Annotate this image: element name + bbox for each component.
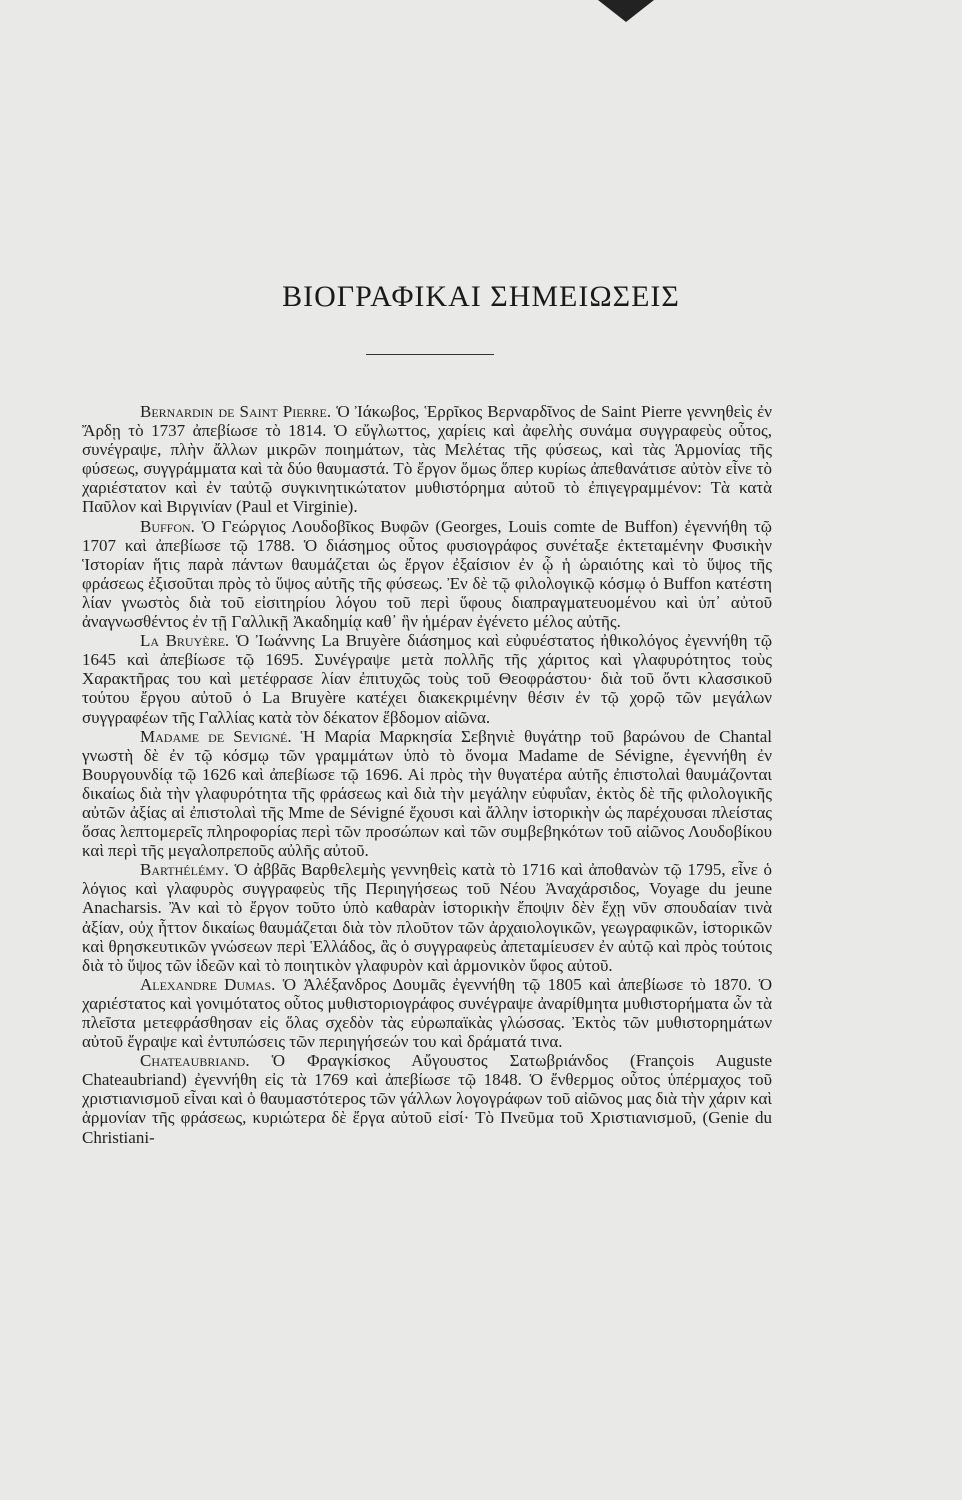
entry-name: Chateaubriand. [140, 1051, 250, 1071]
entry-barthelemy [82, 860, 772, 975]
corner-mark [598, 0, 654, 22]
entry-text: Ὁ Γεώργιος Λουδοβῖκος Βυφῶν (Georges, Louis comte de Buffon) ἐγεννήθη τῷ 1707 καὶ ἀπεβίωσε τῷ 1788. Ὁ διάσημος οὗτος φυσιογράφος συνέταξε ἐκτεταμένην Φυσικὴν Ἱστορίαν ἥτις παρὰ πάντων θαυμάζεται ὡς ἔργον ἐξαίσιον ἐν ᾧ ἡ ὡραιότης καὶ τὸ ὕψος τῆς φράσεως ἐξισοῦται πρὸς τὸ ὕψος αὐτῆς τῆς φύσεως. Ἐν δὲ τῷ φιλολογικῷ κόσμῳ ὁ Buffon κατέστη λίαν γνωστὸς διὰ τοῦ εἰσιτηρίου λόγου τοῦ περὶ ὕφους διαπραγματευομένου καὶ ὑπ᾽ αὐτοῦ ἀναγνωσθέντος ἐν τῇ Γαλλικῇ Ἀκαδημίᾳ καθ᾽ ἣν ἡμέραν ἐγένετο μέλος αὐτῆς. [82, 516, 772, 632]
body-text [82, 402, 772, 1147]
entry-saint-pierre [82, 402, 772, 517]
entry-text: Ἡ Μαρία Μαρκησία Σεβηνιὲ θυγάτηρ τοῦ βαρώνου de Chantal γνωστὴ δὲ ἐν τῷ κόσμῳ τῶν γραμμάτων ὑπὸ τὸ ὄνομα Madame de Sévigne, ἐγεννήθη ἐν Βουργουνδίᾳ τῷ 1626 καὶ ἀπεβίωσε τῷ 1696. Αἱ πρὸς τὴν θυγατέρα αὐτῆς ἐπιστολαὶ θαυμάζονται δικαίως διὰ τὴν γλαφυρότητα τῆς φράσεως καὶ διὰ τὴν μεγάλην εὐφυΐαν, ἐκτὸς δὲ τῆς φιλολογικῆς αὐτῶν ἀξίας αἱ ἐπιστολαὶ τῆς Mme de Sévigné ἔχουσι καὶ ἄλλην ἱστορικὴν ὡς παρέχουσαι πλείστας ὅσας λεπτομερεῖς πληροφορίας περὶ τῶν προσώπων καὶ τῶν συμβεβηκότων τοῦ αἰῶνος Λουδοβίκου καὶ περὶ τῆς μεγαλοπρεποῦς αὐλῆς αὐτοῦ. [82, 726, 772, 861]
entry-name: Buffon. [140, 516, 195, 536]
entry-name: Alexandre Dumas. [140, 974, 276, 994]
entry-text: Ὁ Φραγκίσκος Αὔγουστος Σατωβριάνδος (François Auguste Chateaubriand) ἐγεννήθη εἰς τὰ 1769 καὶ ἀπεβίωσε τῷ 1848. Ὁ ἔνθερμος οὗτος ὑπέρμαχος τοῦ χριστιανισμοῦ εἶναι καὶ ὁ θαυμαστότερος τῶν γάλλων λογογράφων τοῦ αἰῶνος μας διὰ τὴν χάριν καὶ ἁρμονίαν τῆς φράσεως, κυριώτερα δὲ ἔργα αὐτοῦ εἰσί· Τὸ Πνεῦμα τοῦ Χριστιανισμοῦ, (Genie du Christiani- [82, 1051, 772, 1147]
page-title: ΒΙΟΓΡΑΦΙΚΑΙ ΣΗΜΕΙΩΣΕΙΣ [282, 280, 680, 313]
entry-text: Ὁ Ἰωάννης La Bruyère διάσημος καὶ εὐφυέστατος ἠθικολόγος ἐγεννήθη τῷ 1645 καὶ ἀπεβίωσε τῷ 1695. Συνέγραψε μετὰ πολλῆς τῆς χάριτος καὶ γλαφυρότητος τοὺς Χαρακτῆρας του καὶ μετέφρασε λίαν ἐπιτυχῶς τοὺς τοῦ Θεοφράστου· διὰ τοῦ ὄντι κλασσικοῦ τούτου ἔργου αὐτοῦ ὁ La Bruyère κατέχει διακεκριμένην θέσιν ἐν τῷ χορῷ τῶν μεγάλων συγγραφέων τῆς Γαλλίας κατὰ τὸν δέκατον ἕβδομον αἰῶνα. [82, 631, 773, 727]
entry-text: Ὁ Ἀλέξανδρος Δουμᾶς ἐγεννήθη τῷ 1805 καὶ ἀπεβίωσε τὸ 1870. Ὁ χαριέστατος καὶ γονιμότατος οὗτος μυθιστοριογράφος συνέγραψε ἀναρίθμητα μυθιστορήματα ὧν τὰ πλεῖστα μετεφράσθησαν εἰς ὅλας σχεδὸν τὰς εὐρωπαϊκὰς γλώσσας. Ἐκτὸς τῶν μυθιστορημάτων αὐτοῦ ἔγραψε καὶ ἐντυπώσεις τῶν περιηγήσεών του καὶ δράματά τινα. [82, 974, 773, 1052]
entry-text: Ὁ ἀββᾶς Βαρθελεμὴς γεννηθεὶς κατὰ τὸ 1716 καὶ ἀποθανὼν τῷ 1795, εἶνε ὁ λόγιος καὶ γλαφυρὸς συγγραφεὺς τῆς Περιηγήσεως τοῦ Νέου Ἀναχάρσιδος, Voyage du jeune Anacharsis. Ἂν καὶ τὸ ἔργον τοῦτο ὑπὸ καθαρὰν ἱστορικὴν ἔποψιν δὲν ἔχῃ νῦν σπουδαίαν τινὰ ἀξίαν, οὐχ ἧττον δικαίως θαυμάζεται διὰ τὸν πλοῦτον τῶν ἀρχαιολογικῶν, γεωγραφικῶν, ἱστορικῶν καὶ θρησκευτικῶν γνώσεων περὶ Ἑλλάδος, ἃς ὁ συγγραφεὺς ἀπεταμίευσεν ἐν αὐτῷ καὶ πρὸς τούτοις διὰ τὸ ὕψος τῶν ἰδεῶν καὶ τὸ ποιητικὸν γλαφυρὸν καὶ ἁρμονικὸν ὕφος αὐτοῦ. [82, 860, 772, 975]
title-rule [366, 354, 494, 355]
entry-name: La Bruyère. [140, 631, 230, 651]
entry-chateaubriand [82, 1051, 772, 1146]
entry-name: Barthélémy. [140, 860, 229, 880]
entry-name: Bernardin de Saint Pierre. [140, 402, 332, 421]
entry-la-bruyere [82, 631, 772, 726]
entry-dumas [82, 975, 772, 1051]
entry-buffon [82, 517, 772, 632]
entry-name: Madame de Sevigné. [140, 726, 292, 746]
entry-text: Ὁ Ἰάκωβος, Ἑρρῖκος Βερναρδῖνος de Saint Pierre γεννηθεὶς ἐν Ἄρδῃ τὸ 1737 ἀπεβίωσε τὸ 1814. Ὁ εὔγλωττος, χαρίεις καὶ ἀφελὴς συνάμα συγγραφεὺς οὗτος, συνέγραψε, πλὴν ἄλλων μικρῶν ποιημάτων, τὰς Μελέτας τῆς φύσεως, καὶ τὰς Ἁρμονίας τῆς φύσεως, συγγράμματα καὶ τὰ δύο θαυμαστά. Τὸ ἔργον ὅμως ὅπερ κυρίως ἀπεθανάτισε αὐτὸν εἶνε τὸ χαριέστατον καὶ ἐν ταὐτῷ συγκινητικώτατον μυθιστόρημα αὐτοῦ τὸ ἐπιγεγραμμένον: Τὰ κατὰ Παῦλον καὶ Βιργινίαν (Paul et Virginie). [82, 402, 772, 517]
entry-sevigne [82, 727, 772, 861]
